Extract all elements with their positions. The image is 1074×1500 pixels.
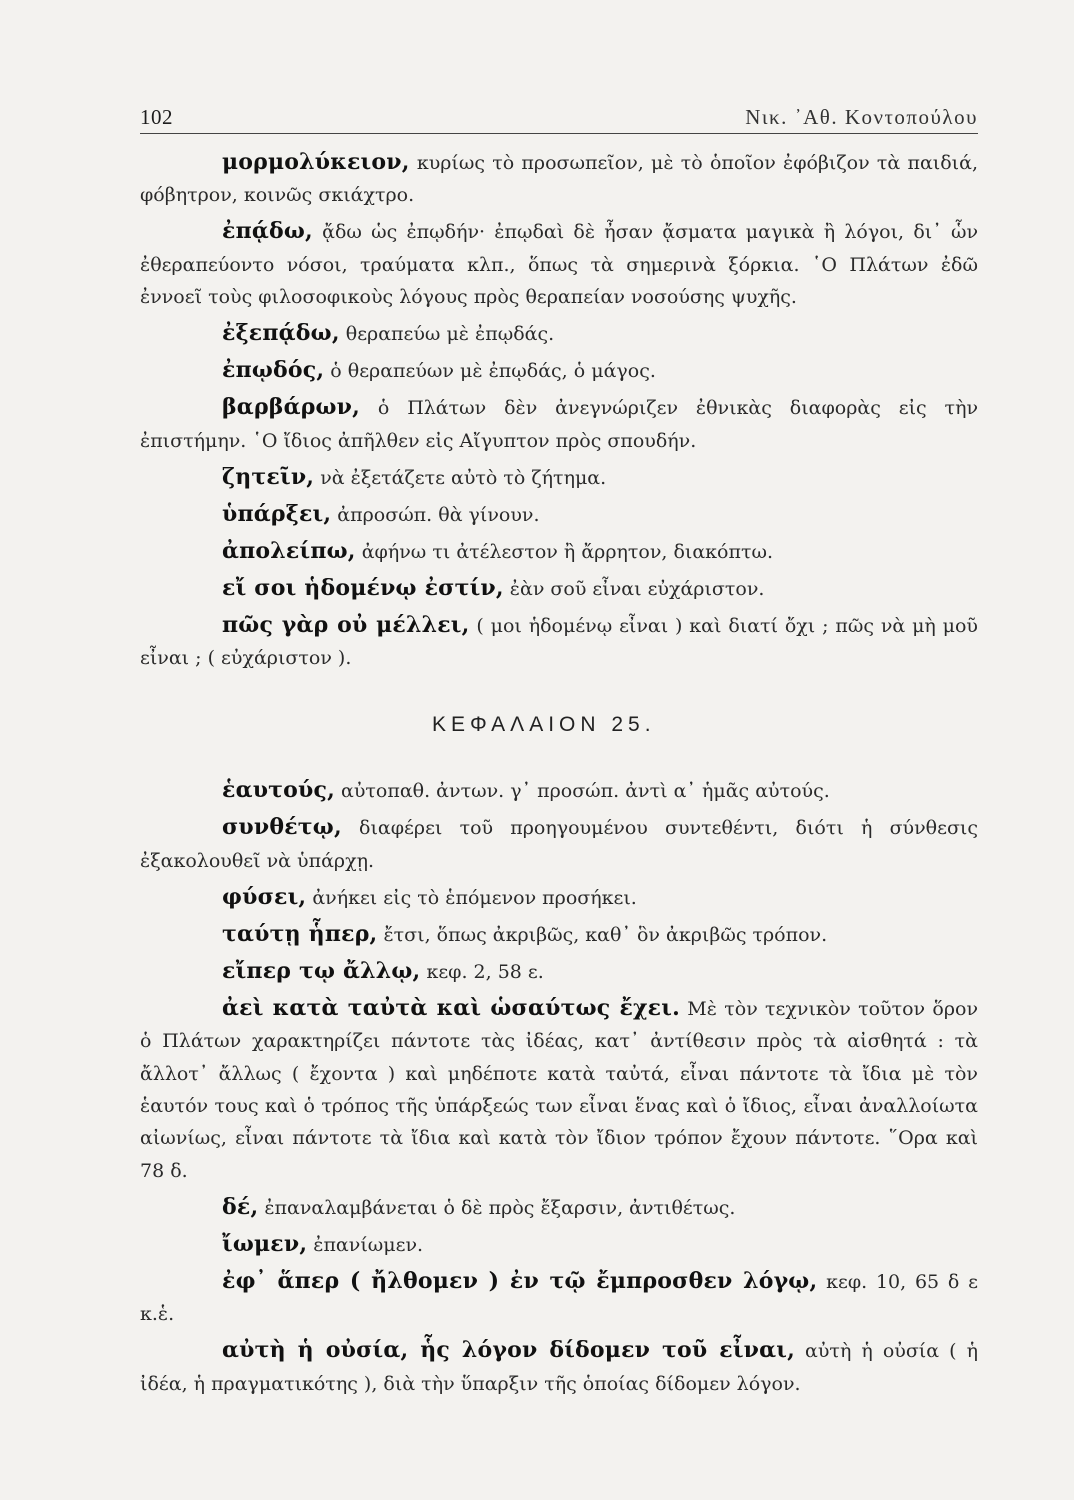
entry-gloss: ἐὰν σοῦ εἶναι εὐχάριστον. (509, 577, 765, 600)
running-head (140, 101, 978, 134)
entry-lemma: ἑαυτούς, (222, 777, 335, 804)
glossary-entry (140, 391, 978, 457)
entry-gloss: ( μοι ἡδομένῳ εἶναι ) καὶ διατί ὄχι ; πῶς νὰ μὴ μοῦ εἶναι ; ( εὐχάριστον ). (140, 614, 978, 670)
glossary-entry (140, 1265, 978, 1331)
entry-lemma: μορμολύκειον, (222, 149, 410, 175)
entry-gloss: θεραπεύω μὲ ἐπῳδάς. (345, 323, 555, 346)
entry-lemma: βαρβάρων, (222, 394, 361, 421)
entry-gloss: αὐτὴ ἡ οὐσία ( ἡ ἰδέα, ἡ πραγματικότης ), διὰ τὴν ὕπαρξιν τῆς ὁποίας δίδομεν λόγον. (140, 1340, 978, 1395)
glossary-entry (140, 498, 978, 531)
glossary-entry (140, 811, 978, 877)
entry-lemma: ὑπάρξει, (222, 500, 332, 527)
entry-gloss: κεφ. 2, 58 ε. (426, 960, 544, 983)
glossary-entry (140, 609, 978, 675)
entry-lemma: φύσει, (222, 883, 307, 910)
entry-gloss: κεφ. 10, 65 δ ε κ.ἑ. (140, 1270, 979, 1326)
glossary-entry (140, 992, 978, 1187)
glossary-entry (140, 774, 978, 807)
entry-lemma: συνθέτῳ, (222, 814, 342, 841)
entry-lemma: πῶς γὰρ οὐ μέλλει, (222, 611, 470, 638)
glossary-entry (140, 881, 978, 914)
page-number: 102 (140, 105, 173, 129)
entry-lemma: ἴωμεν, (222, 1230, 308, 1257)
entry-lemma: ἐξεπᾴδω, (222, 320, 340, 347)
entry-lemma: ταύτῃ ἧπερ, (222, 920, 378, 947)
entry-gloss: ἐπαναλαμβάνεται ὁ δὲ πρὸς ἔξαρσιν, ἀντιθέτως. (264, 1196, 736, 1219)
entry-gloss: ἐπανίωμεν. (313, 1233, 424, 1256)
glossary-entry (140, 1334, 978, 1400)
glossary-entry (140, 215, 978, 313)
entry-gloss: ὁ θεραπεύων μὲ ἐπῳδάς, ὁ μάγος. (330, 360, 656, 383)
entry-gloss: κυρίως τὸ προσωπεῖον, μὲ τὸ ὁποῖον ἐφόβιζον τὰ παιδιά, φόβητρον, κοινῶς σκιάχτρο. (140, 152, 978, 207)
entry-gloss: Μὲ τὸν τεχνικὸν τοῦτον ὅρον ὁ Πλάτων χαρακτηρίζει πάντοτε τὰς ἰδέας, κατ᾿ ἀντίθεσιν πρὸς τὰ αἰσθητά : τὰ ἄλλοτ᾿ ἄλλως ( ἔχοντα ) καὶ μηδέποτε κατὰ ταὐτά, εἶναι πάντοτε τὰ ἴδια μὲ τὸν ἑαυτόν τους καὶ ὁ τρόπος τῆς ὑπάρξεώς των εἶναι ἕνας καὶ ὁ ἴδιος, εἶναι ἀναλλοίωτα αἰωνίως, εἶναι πάντοτε τὰ ἴδια καὶ κατὰ τὸν ἴδιον τρόπον ἔχουν πάντοτε. ῞Ορα καὶ 78 δ. (140, 997, 978, 1182)
entry-gloss: διαφέρει τοῦ προηγουμένου συντεθέντι, διότι ἡ σύνθεσις ἐξακολουθεῖ νὰ ὑπάρχῃ. (140, 817, 979, 872)
glossary-entry (140, 354, 978, 387)
entry-lemma: αὐτὴ ἡ οὐσία, ἧς λόγον δίδομεν τοῦ εἶναι, (222, 1337, 795, 1364)
glossary-entry (140, 535, 978, 568)
entry-lemma: ἀεὶ κατὰ ταὐτὰ καὶ ὡσαύτως ἔχει. (222, 994, 680, 1021)
entry-lemma: δέ, (222, 1193, 259, 1220)
entry-lemma: ἐπᾴδω, (222, 218, 313, 245)
glossary-entry (140, 146, 978, 212)
glossary-entry (140, 572, 978, 605)
entry-gloss: νὰ ἐξετάζετε αὐτὸ τὸ ζήτημα. (320, 466, 607, 489)
entry-lemma: εἴ σοι ἡδομένῳ ἐστίν, (222, 574, 504, 601)
glossary-body (140, 146, 978, 1404)
entry-lemma: ζητεῖν, (222, 463, 315, 490)
entry-gloss: ἀνήκει εἰς τὸ ἑπόμενον προσήκει. (312, 886, 637, 909)
glossary-entry (140, 317, 978, 350)
glossary-entry (140, 1228, 978, 1261)
glossary-entry (140, 918, 978, 951)
entry-lemma: εἴπερ τῳ ἄλλῳ, (222, 957, 421, 984)
entry-lemma: ἐφ᾿ ἅπερ ( ἤλθομεν ) ἐν τῷ ἔμπροσθεν λόγῳ, (222, 1267, 818, 1294)
running-head-author: Νικ. ᾿Αθ. Κοντοπούλου (745, 105, 978, 129)
entry-gloss: ἀφήνω τι ἀτέλεστον ἢ ἄρρητον, διακόπτω. (361, 540, 774, 563)
entry-gloss: ὁ Πλάτων δὲν ἀνεγνώριζεν ἐθνικὰς διαφορὰς εἰς τὴν ἐπιστήμην. ῾Ο ἴδιος ἀπῆλθεν εἰς Αἴγυπτον πρὸς σπουδήν. (140, 397, 978, 452)
entry-gloss: αὐτοπαθ. ἀντων. γ᾿ προσώπ. ἀντὶ α᾿ ἡμᾶς αὐτούς. (341, 780, 830, 803)
entry-gloss: ἀπροσώπ. θὰ γίνουν. (337, 503, 540, 526)
entry-lemma: ἐπῳδός, (222, 357, 325, 384)
entry-gloss: ἔτσι, ὅπως ἀκριβῶς, καθ᾿ ὃν ἀκριβῶς τρόπον. (383, 923, 828, 946)
glossary-entry (140, 461, 978, 494)
glossary-entry (140, 955, 978, 988)
entry-lemma: ἀπολείπω, (222, 537, 356, 564)
entry-gloss: ᾄδω ὡς ἐπῳδήν· ἐπῳδαὶ δὲ ἦσαν ᾄσματα μαγικὰ ἢ λόγοι, δι᾿ ὧν ἐθεραπεύοντο νόσοι, τραύματα κλπ., ὅπως τὰ σημερινὰ ξόρκια. ῾Ο Πλάτων ἐδῶ ἐννοεῖ τοὺς φιλοσοφικοὺς λόγους πρὸς θεραπείαν νοσούσης ψυχῆς. (140, 221, 978, 309)
chapter-heading: ΚΕΦΑΛΑΙΟΝ 25. (432, 713, 656, 737)
glossary-entry (140, 1191, 978, 1224)
